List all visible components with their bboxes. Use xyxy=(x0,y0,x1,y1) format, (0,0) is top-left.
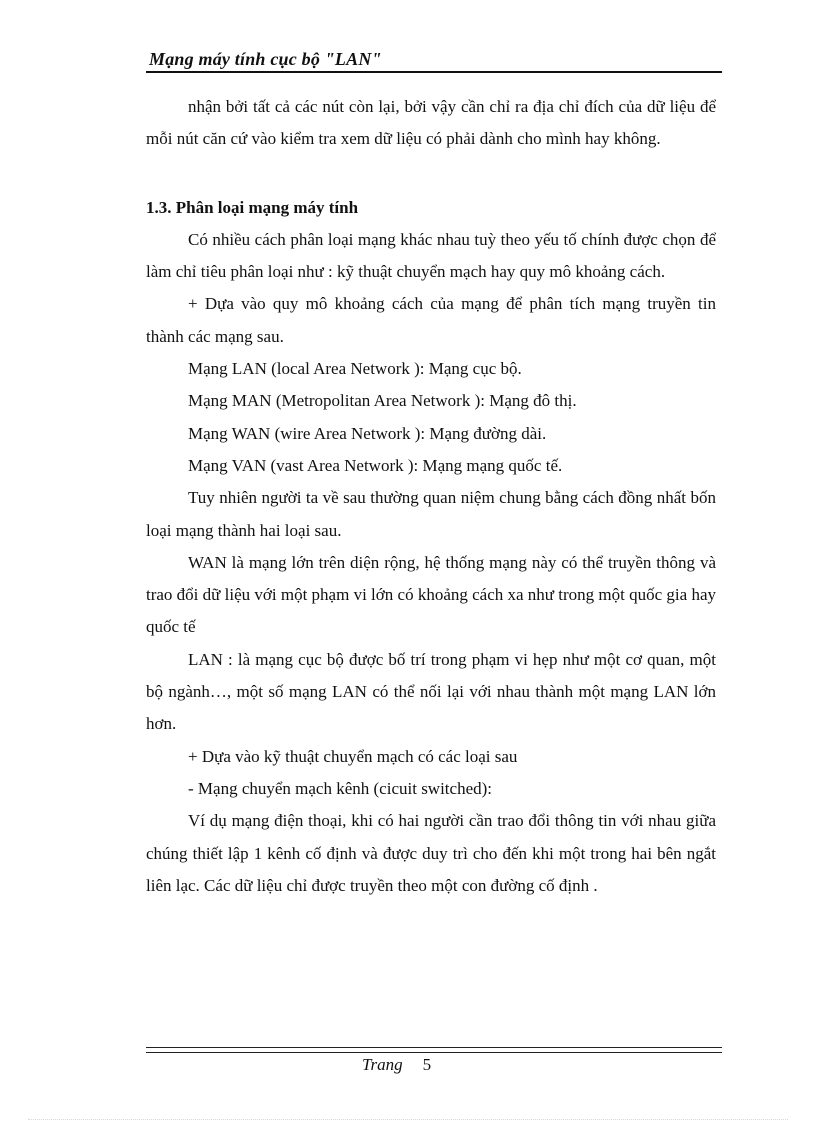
list-item-man: Mạng MAN (Metropolitan Area Network ): Mạng đô thị. xyxy=(188,391,577,411)
footer-page-label: Trang xyxy=(362,1055,403,1074)
page-bottom-edge xyxy=(28,1119,788,1120)
footer-divider xyxy=(146,1047,722,1053)
paragraph-circuit-switched: - Mạng chuyển mạch kênh (cicuit switched): xyxy=(188,778,493,798)
page-number: 5 xyxy=(422,1055,432,1074)
list-item-van: Mạng VAN (vast Area Network ): Mạng mạng quốc tế. xyxy=(188,455,563,475)
page-footer xyxy=(362,1055,431,1075)
header-divider xyxy=(146,71,722,73)
paragraph-continuation: nhận bởi tất cả các nút còn lại, bởi vậy cần chỉ ra địa chỉ đích của dữ liệu để mỗi nút căn cứ vào kiểm tra xem dữ liệu có phải dành cho mình hay không. xyxy=(146,97,716,149)
paragraph-phone-example: Ví dụ mạng điện thoại, khi có hai người cần trao đổi thông tin với nhau giữa chúng thiết lập 1 kênh cố định và được duy trì cho đến khi một trong hai bên ngắt liên lạc. Các dữ liệu chỉ được truyền theo một con đường cố định . xyxy=(146,811,716,895)
paragraph-two-types: Tuy nhiên người ta về sau thường quan niệm chung bằng cách đồng nhất bốn loại mạng thành hai loại sau. xyxy=(146,488,716,540)
list-item-wan: Mạng WAN (wire Area Network ): Mạng đường dài. xyxy=(188,423,547,443)
paragraph-wan: WAN là mạng lớn trên diện rộng, hệ thống mạng này có thể truyền thông và trao đổi dữ liệu với một phạm vi lớn có khoảng cách xa như trong một quốc gia hay quốc tế xyxy=(146,552,716,637)
paragraph-spacer xyxy=(146,156,716,192)
paragraph-by-switching: + Dựa vào kỹ thuật chuyển mạch có các loại sau xyxy=(188,746,518,766)
paragraph-lan: LAN : là mạng cục bộ được bố trí trong phạm vi hẹp như một cơ quan, một bộ ngành…, một số mạng LAN có thể nối lại với nhau thành một mạng LAN lớn hơn. xyxy=(146,649,716,734)
header-title: Mạng máy tính cục bộ "LAN" xyxy=(149,49,382,69)
paragraph-classification-intro: Có nhiều cách phân loại mạng khác nhau tuỳ theo yếu tố chính được chọn để làm chỉ tiêu phân loại như : kỹ thuật chuyển mạch hay quy mô khoảng cách. xyxy=(146,229,716,282)
paragraph-by-distance: + Dựa vào quy mô khoảng cách của mạng để phân tích mạng truyền tin thành các mạng sau. xyxy=(146,294,716,346)
section-heading: 1.3. Phân loại mạng máy tính xyxy=(146,197,359,217)
list-item-lan: Mạng LAN (local Area Network ): Mạng cục bộ. xyxy=(188,359,522,379)
document-body xyxy=(146,91,716,902)
